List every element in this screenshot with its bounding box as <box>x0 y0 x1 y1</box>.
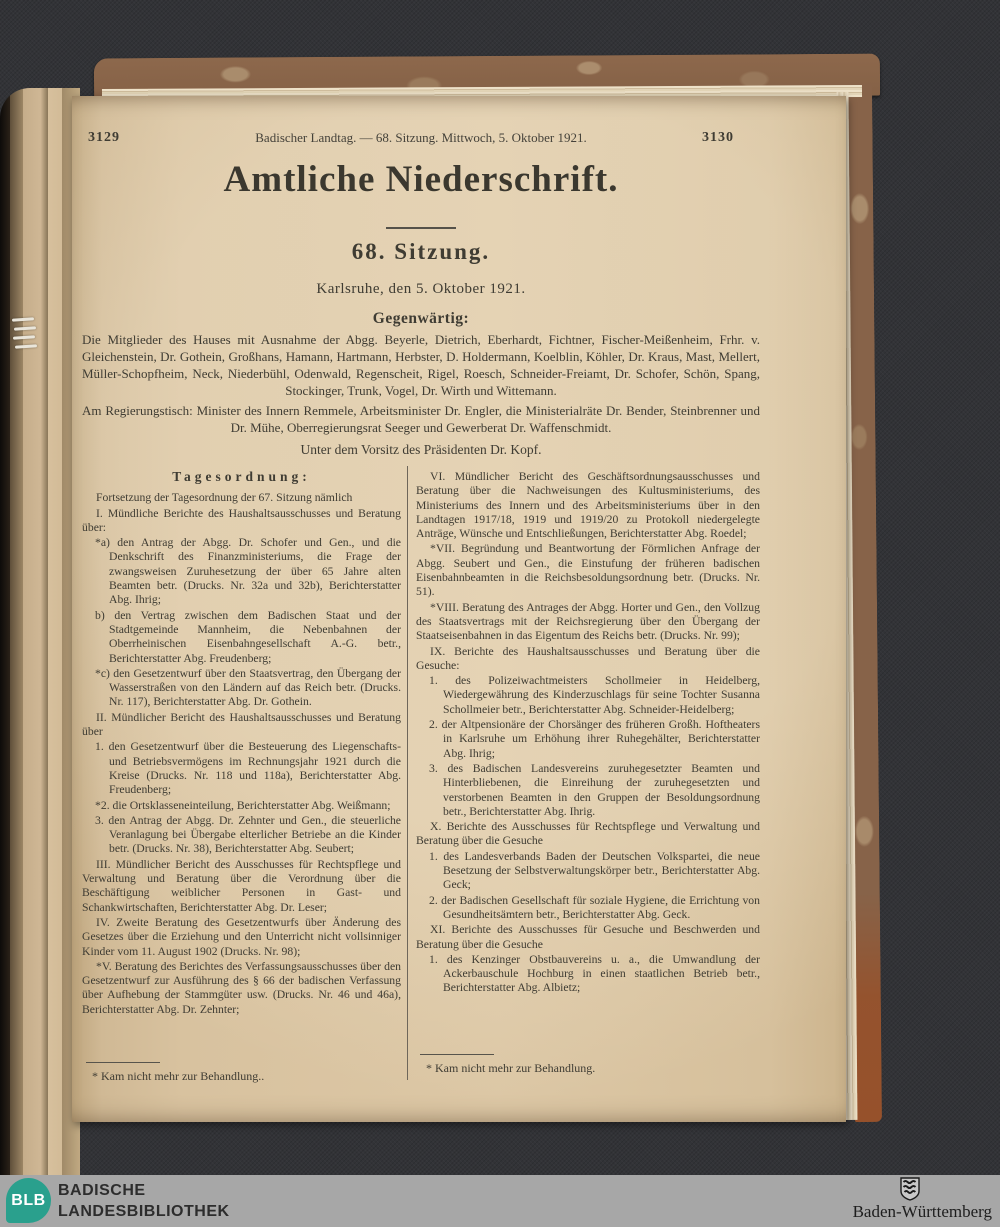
page-number-right: 3130 <box>702 130 734 145</box>
agenda-item: 1. den Gesetzentwurf über die Besteuerung des Liegenschafts- und Betriebsvermögens im Rechnungsjahr 1921 durch die Kreise (Drucks. Nr. 118 und 118a), Berichterstatter Abg. Freudenberg; <box>95 740 401 797</box>
agenda-item: *2. die Ortsklasseneinteilung, Berichterstatter Abg. Weißmann; <box>95 798 391 812</box>
agenda-item: Fortsetzung der Tagesordnung der 67. Sitzung nämlich <box>96 491 353 505</box>
agenda-item: 3. des Badischen Landesvereins zuruhegesetzter Beamten und Hinterbliebenen, die Einreihung der zuruhegesetzten und verstorbenen Beamten in den Gruppen der Besoldungsordnung betr., Berichterstatter Abg. Ihrig. <box>429 761 760 818</box>
agenda-item: 2. der Altpensionäre der Chorsänger des früheren Großh. Hoftheaters in Karlsruhe um Erhöhung ihrer Ruhegehälter, Berichterstatter Abg. Ihrig; <box>429 718 760 760</box>
agenda-item: IX. Berichte des Haushaltsausschusses und Beratung über die Gesuche: <box>416 644 760 672</box>
page-edge-strip <box>48 88 62 1227</box>
page-header <box>82 130 760 148</box>
blb-logo-text: BLB <box>11 1191 46 1209</box>
library-name-line1: BADISCHE <box>58 1182 146 1199</box>
agenda-item: *c) den Gesetzentwurf über den Staatsvertrag, den Übergang der Wasserstraßen von den Ländern auf das Reich betr. (Drucks. Nr. 117), Berichterstatter Abg. Dr. Gothein. <box>95 666 401 709</box>
footnote: * Kam nicht mehr zur Behandlung.. <box>92 1069 265 1083</box>
footnote-rule <box>86 1062 160 1063</box>
present-members: Die Mitglieder des Hauses mit Ausnahme der Abgg. Beyerle, Dietrich, Eberhardt, Fichtner, Fischer-Meißenheim, Frhr. v. Gleichenstein, Dr. Gothein, Großhans, Hamann, Hartmann, Herbster, D. Holdermann, Koelblin, Köhler, Dr. Kraus, Mast, Mellert, Müller-Schopfheim, Neck, Niederbühl, Odenwald, Regenscheit, Rigel, Roesch, Schneider-Freiamt, Dr. Schofer, Schön, Spang, Stockinger, Trunk, Vogel, Dr. Wirth und Wittemann. <box>82 332 760 398</box>
agenda-item: VI. Mündlicher Bericht des Geschäftsordnungsausschusses und Beratung über die Nachweisungen des Kultusministeriums, des Ministeriums des Innern und des Arbeitsministeriums über in den Landtagen 1917/18, 1919 und 1919/20 zu Protokoll niedergelegte Anträge, Wünsche und Entschließungen, Berichterstatter Abg. Roedel; <box>416 470 760 541</box>
column-divider-rule <box>407 466 408 1080</box>
page-content <box>82 96 760 1122</box>
agenda-item: 1. des Kenzinger Obstbauvereins u. a., die Umwandlung der Ackerbauschule Hochburg in einen staatlichen Betrieb betr., Berichterstatter Abg. Albietz; <box>429 952 760 995</box>
state-branding <box>853 1177 992 1222</box>
footnote: * Kam nicht mehr zur Behandlung. <box>426 1061 596 1075</box>
library-name-line2: LANDESBIBLIOTHEK <box>58 1203 230 1220</box>
agenda-item: I. Mündliche Berichte des Haushaltsausschusses und Beratung über: <box>82 506 401 534</box>
agenda-item: IV. Zweite Beratung des Gesetzentwurfs über Änderung des Gesetzes über die Erziehung und den Unterricht nicht vollsinniger Kinder vom 11. August 1902 (Drucks. Nr. 98); <box>82 915 401 958</box>
present-heading: Gegenwärtig: <box>372 310 470 327</box>
agenda-item: b) den Vertrag zwischen dem Badischen Staat und der Stadtgemeinde Mannheim, die Nebenbahnen der Oberrheinischen Eisenbahngesellschaft A.-G. betr., Berichterstatter Abg. Freudenberg; <box>95 608 401 665</box>
present-government: Am Regierungstisch: Minister des Innern Remmele, Arbeitsminister Dr. Engler, die Ministerialräte Dr. Bender, Steinbrenner und Dr. Mühe, Oberregierungsrat Seeger und Gewerberat Dr. Waffenschmidt. <box>82 403 760 435</box>
blb-logo <box>6 1178 51 1223</box>
book-gutter-page-stack <box>0 88 80 1227</box>
present-chair: Unter dem Vorsitz des Präsidenten Dr. Kopf. <box>300 442 542 457</box>
agenda-item: *V. Beratung des Berichtes des Verfassungsausschusses über den Gesetzentwurf zur Ausführung des § 66 der badischen Verfassung über Aufhebung der Stammgüter usw. (Drucks. Nr. 46 und 46a), Berichterstatter Abg. Dr. Zehnter; <box>82 959 401 1016</box>
footnote-rule <box>420 1054 494 1055</box>
session-heading: 68. Sitzung. <box>351 239 491 264</box>
agenda-item: 1. des Landesverbands Baden der Deutschen Volkspartei, die neue Besetzung der Selbstverwaltungskörper betr., Berichterstatter Abg. Geck; <box>429 849 760 892</box>
agenda-item: *a) den Antrag der Abgg. Dr. Schofer und Gen., und die Denkschrift des Finanzministeriums, die Frage der zwangsweisen Zuruhesetzung der über 65 Jahre alten Beamten betr. (Drucks. Nr. 32a und 32b), Berichterstatter Abg. Ihrig; <box>95 536 401 607</box>
present-section <box>82 331 760 461</box>
agenda-item: X. Berichte des Ausschusses für Rechtspflege und Verwaltung und Beratung über die Gesuche <box>416 820 760 848</box>
agenda-column-left <box>82 470 401 1088</box>
running-title: Badischer Landtag. — 68. Sitzung. Mittwoch, 5. Oktober 1921. <box>255 130 587 145</box>
agenda-column-right <box>416 470 760 1088</box>
agenda-item: 2. der Badischen Gesellschaft für soziale Hygiene, die Errichtung von Gesundheitsämtern betr., Berichterstatter Abg. Geck. <box>429 893 760 921</box>
agenda-item: III. Mündlicher Bericht des Ausschusses für Rechtspflege und Verwaltung und Beratung über die Verordnung über die Beschäftigung weiblicher Personen in Gast- und Schankwirtschaften, Berichterstatter Abg. Dr. Leser; <box>82 857 401 914</box>
agenda-heading: Tagesordnung: <box>172 469 311 484</box>
agenda-item: *VII. Begründung und Beantwortung der Förmlichen Anfrage der Abgg. Seubert und Gen., die Einstufung der früheren badischen Eisenbahnbeamten in die Reichsbesoldungsordnung betr. (Drucks. Nr. 51). <box>416 542 760 599</box>
agenda-item: 1. des Polizeiwachtmeisters Schollmeier in Heidelberg, Wiedergewährung des Kinderzuschlags für seine Tochter Susanna Schollmeier betr., Berichterstatter Abg. Schneider-Heidelberg; <box>429 674 760 716</box>
page-edge-strip <box>23 88 48 1227</box>
library-name <box>58 1180 230 1222</box>
agenda-item: XI. Berichte des Ausschusses für Gesuche und Beschwerden und Beratung über die Gesuche <box>416 923 760 951</box>
baden-wuerttemberg-arms-icon <box>853 1177 968 1201</box>
dateline: Karlsruhe, den 5. Oktober 1921. <box>316 281 526 297</box>
state-name: Baden-Württemberg <box>852 1202 992 1221</box>
title-divider-rule <box>386 227 456 229</box>
library-footer-bar <box>0 1175 1000 1227</box>
spine-shadow <box>0 88 10 1227</box>
page-number-left: 3129 <box>88 130 120 145</box>
agenda-item: II. Mündlicher Bericht des Haushaltsausschusses und Beratung über <box>82 710 401 739</box>
agenda-item: *VIII. Beratung des Antrages der Abgg. Horter und Gen., den Vollzug des Staatsvertrags mit der Reichsregierung über den Übergang der Staatseisenbahnen in das Eigentum des Reichs betr. (Drucks. Nr. 99); <box>416 600 760 643</box>
document-page <box>72 96 846 1122</box>
document-title: Amtliche Niederschrift. <box>223 159 619 200</box>
page-edge-strip <box>10 88 23 1227</box>
agenda-columns <box>82 470 760 1088</box>
agenda-item: 3. den Antrag der Abgg. Dr. Zehnter und Gen., die steuerliche Veranlagung bei Übergabe elterlicher Betriebe an die Kinder betr. (Drucks. Nr. 38), Berichterstatter Abg. Seubert; <box>95 813 401 856</box>
